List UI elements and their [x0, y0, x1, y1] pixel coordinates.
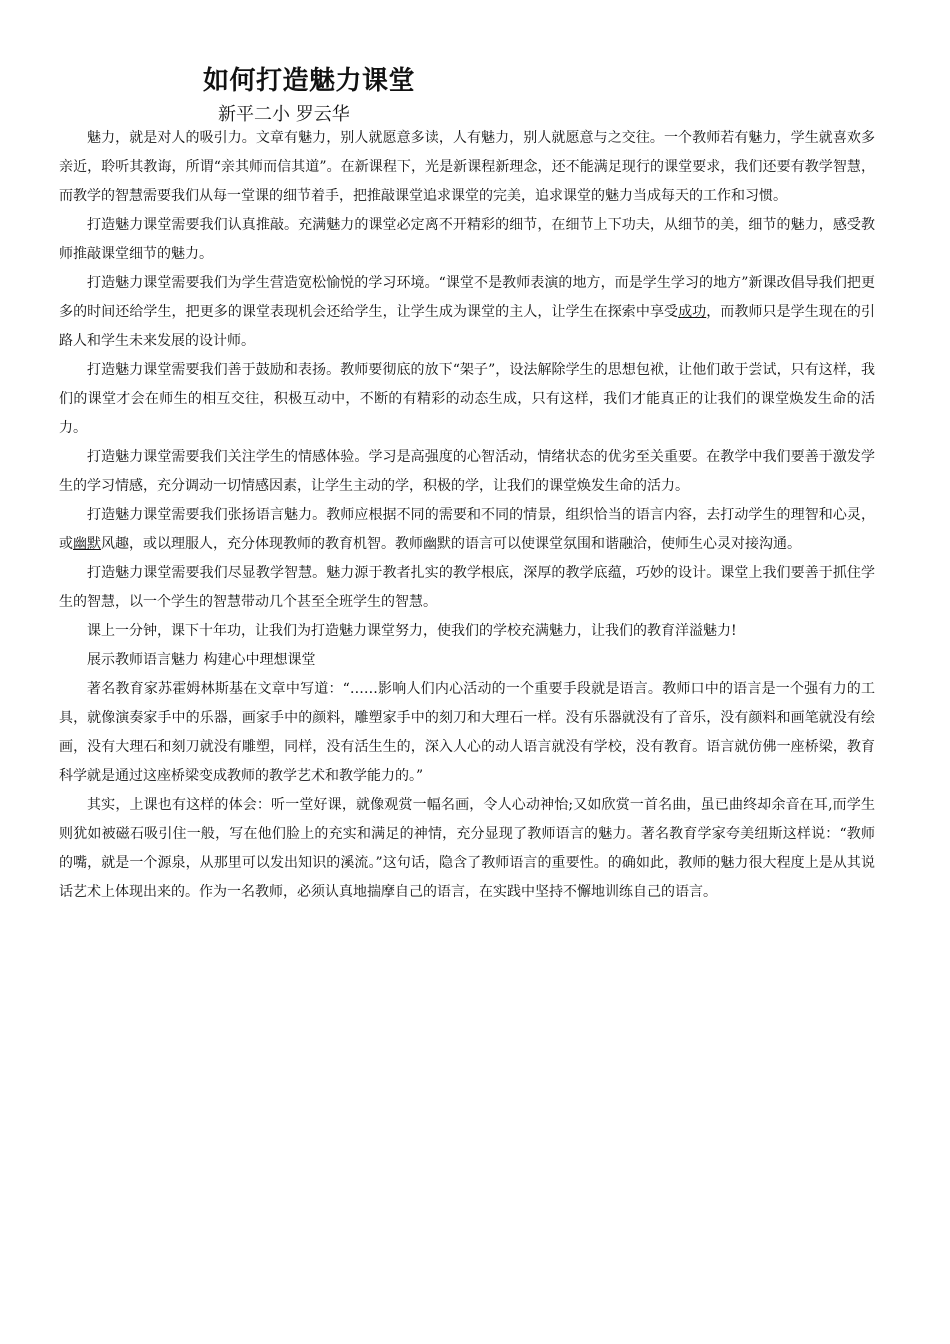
paragraph: 其实，上课也有这样的体会：听一堂好课，就像观赏一幅名画，令人心动神怡;又如欣赏一首名曲，虽已曲终却余音在耳,而学生则犹如被磁石吸引住一般，写在他们脸上的充实和满足的神情，充分显现了教师语言的魅力。著名教育学家夸美纽斯这样说：“教师的嘴，就是一个源泉，从那里可以发出知识的溪流。”这句话，隐含了教师语言的重要性。的确如此，教师的魅力很大程度上是从其说话艺术上体现出来的。作为一名教师，必须认真地揣摩自己的语言，在实践中坚持不懈地训练自己的语言。	[59, 797, 875, 900]
paragraph: 魅力，就是对人的吸引力。文章有魅力，别人就愿意多读，人有魅力，别人就愿意与之交往。一个教师若有魅力，学生就喜欢多亲近，聆听其教诲，所谓“亲其师而信其道”。在新课程下，光是新课程新理念，还不能满足现行的课堂要求，我们还要有教学智慧，而教学的智慧需要我们从每一堂课的细节着手，把推敲课堂追求课堂的完美，追求课堂的魅力当成每天的工作和习惯。	[59, 130, 875, 204]
document-body	[59, 124, 875, 907]
underlined-word: 成功	[678, 304, 707, 320]
section-heading: 展示教师语言魅力 构建心中理想课堂	[87, 652, 316, 668]
underlined-word: 幽默	[73, 536, 101, 552]
paragraph: 打造魅力课堂需要我们张扬语言魅力。教师应根据不同的需要和不同的情景，组织恰当的语言内容，去打动学生的理智和心灵，或幽默风趣，或以理服人，充分体现教师的教育机智。教师幽默的语言可以使课堂氛围和谐融洽，使师生心灵对接沟通。	[59, 507, 875, 552]
paragraph: 课上一分钟，课下十年功，让我们为打造魅力课堂努力，使我们的学校充满魅力，让我们的教育洋溢魅力!	[87, 623, 737, 639]
paragraph: 打造魅力课堂需要我们认真推敲。充满魅力的课堂必定离不开精彩的细节，在细节上下功夫，从细节的美，细节的魅力，感受教师推敲课堂细节的魅力。	[59, 217, 875, 262]
paragraph: 打造魅力课堂需要我们关注学生的情感体验。学习是高强度的心智活动，情绪状态的优劣至关重要。在教学中我们要善于激发学生的学习情感，充分调动一切情感因素，让学生主动的学，积极的学，让我们的课堂焕发生命的活力。	[59, 449, 875, 494]
paragraph: 打造魅力课堂需要我们善于鼓励和表扬。教师要彻底的放下“架子”，设法解除学生的思想包袱，让他们敢于尝试，只有这样，我们的课堂才会在师生的相互交往，积极互动中，不断的有精彩的动态生成，只有这样，我们才能真正的让我们的课堂焕发生命的活力。	[59, 362, 875, 436]
document-author: 新平二小 罗云华	[218, 104, 350, 125]
paragraph: 打造魅力课堂需要我们为学生营造宽松愉悦的学习环境。“课堂不是教师表演的地方，而是学生学习的地方”新课改倡导我们把更多的时间还给学生，把更多的课堂表现机会还给学生，让学生成为课堂的主人，让学生在探索中享受成功，而教师只是学生现在的引路人和学生未来发展的设计师。	[59, 275, 876, 349]
paragraph: 打造魅力课堂需要我们尽显教学智慧。魅力源于教者扎实的教学根底，深厚的教学底蕴，巧妙的设计。课堂上我们要善于抓住学生的智慧，以一个学生的智慧带动几个甚至全班学生的智慧。	[59, 565, 875, 610]
paragraph: 著名教育家苏霍姆林斯基在文章中写道：“……影响人们内心活动的一个重要手段就是语言。教师口中的语言是一个强有力的工具，就像演奏家手中的乐器，画家手中的颜料，雕塑家手中的刻刀和大理石一样。没有乐器就没有了音乐，没有颜料和画笔就没有绘画，没有大理石和刻刀就没有雕塑，同样，没有活生生的，深入人心的动人语言就没有学校，没有教育。语言就仿佛一座桥梁，教育科学就是通过这座桥梁变成教师的教学艺术和教学能力的。”	[59, 681, 875, 784]
document-title: 如何打造魅力课堂	[203, 66, 416, 96]
